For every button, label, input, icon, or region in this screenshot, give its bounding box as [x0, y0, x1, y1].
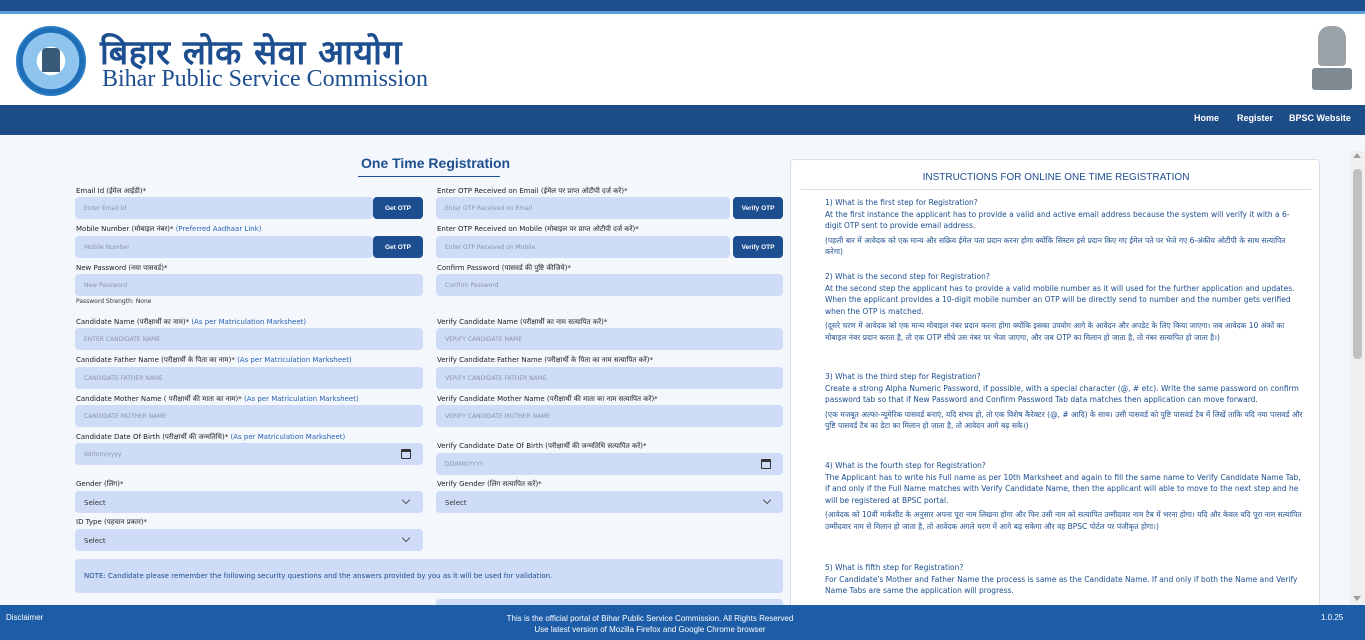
password-strength: Password Strength: None [76, 298, 152, 305]
footer-line-2: Use latest version of Mozilla Firefox and Google Chrome browser [534, 625, 766, 634]
form-title: One Time Registration [361, 155, 511, 171]
verify-father-name-input[interactable]: VERIFY CANDIDATE FATHER NAME [436, 367, 783, 389]
instruction-step-1: 1) What is the first step for Registration? At the first instance the applicant has to provide a valid and active email address because the system will verify it with a 6-digit OTP sent to provide email address. (पहली बार में आवेदक को एक मान्य और सक्रिय ईमेल पता प्रदान करना होगा क्योंकि सिस्टम इसे प्रदान किए गए ईमेल पते पर भेजे गए 6-अंकीय ओटीपी के साथ सत्यापित करेगा) [825, 198, 1290, 256]
instructions-title: INSTRUCTIONS FOR ONLINE ONE TIME REGISTRATION [922, 172, 1190, 183]
instruction-step-4: 4) What is the fourth step for Registration? The Applicant has to write his Full name as per 10th Marksheet and again to fill the same name to Verify Candidate Name Tab, if and only if the Full Name matches with Verify Candidate Name, then the applicant will able to move to the next step and he will be registered at BPSC portal. (आवेदक को 10वीं मार्कशीट के अनुसार अपना पूरा नाम लिखना होगा और फिर उसी नाम को सत्यापित उम्मीदवार नाम टैब में भरना होगा। यदि और केवल यदि पूरा नाम सत्यापित उम्मीदवार नाम से मिलान हो जाता है, तो आवेदक अगले चरण में आगे बढ़ सकेगा और वह BPSC पोर्टल पर पंजीकृत होगा।) [825, 461, 1302, 531]
id-type-select[interactable]: Select [75, 529, 423, 551]
mother-name-input[interactable]: CANDIDATE MOTHER NAME [75, 405, 423, 427]
brand-title-english: Bihar Public Service Commission [102, 66, 428, 92]
nav-register[interactable]: Register [1237, 113, 1274, 123]
scroll-thumb[interactable] [1353, 169, 1362, 359]
verify-mobile-otp-button[interactable]: Verify OTP [733, 236, 783, 258]
bpsc-seal-logo [16, 26, 86, 96]
father-name-input[interactable]: CANDIDATE FATHER NAME [75, 367, 423, 389]
confirm-password-label: Confirm Password (पासवर्ड की पुष्टि कीजिये)* [437, 264, 571, 272]
national-emblem-icon [1310, 26, 1354, 98]
verify-mother-name-input[interactable]: VERIFY CANDIDATE MOTHER NAME [436, 405, 783, 427]
get-otp-mobile-button[interactable]: Get OTP [373, 236, 423, 258]
verify-candidate-name-input[interactable]: VERIFY CANDIDATE NAME [436, 328, 783, 350]
brand-title-hindi: बिहार लोक सेवा आयोग [100, 33, 403, 73]
confirm-password-input[interactable]: Confirm Password [436, 274, 783, 296]
gender-select[interactable]: Select [75, 491, 423, 513]
page-scrollbar[interactable] [1350, 151, 1365, 605]
calendar-icon[interactable] [761, 459, 771, 469]
gender-label: Gender (लिंग)* [76, 480, 124, 488]
verify-dob-input[interactable]: DD/MM/YYYY [436, 453, 783, 475]
id-type-label: ID Type (पहचान प्रकार)* [76, 518, 148, 526]
dob-label: Candidate Date Of Birth (परीक्षार्थी की जन्मतिथि)* (As per Matriculation Marksheet) [76, 433, 346, 441]
disclaimer-link[interactable]: Disclaimer [6, 613, 44, 622]
verify-mother-name-label: Verify Candidate Mother Name (परीक्षार्थी की माता का नाम सत्यापित करें)* [437, 395, 658, 403]
title-underline [358, 176, 500, 177]
verify-email-otp-button[interactable]: Verify OTP [733, 197, 783, 219]
calendar-icon[interactable] [401, 449, 411, 459]
email-label: Email Id (ईमेल आईडी)* [76, 187, 147, 195]
verify-gender-label: Verify Gender (लिंग सत्यापित करें)* [437, 480, 542, 488]
site-header [0, 14, 1365, 105]
nav-home[interactable]: Home [1194, 113, 1220, 123]
mobile-otp-label: Enter OTP Received on Mobile (मोबाइल पर प्राप्त ओटीपी दर्ज करें)* [437, 225, 639, 233]
verify-dob-label: Verify Candidate Date Of Birth (परीक्षार्थी की जन्मतिथि सत्यापित करें)* [437, 442, 647, 450]
version-label: 1.0.25 [1321, 613, 1344, 622]
instruction-step-5: 5) What is fifth step for Registration? For Candidate's Mother and Father Name the process is same as the Candidate Name. If and only if both the Name and Verify Name Tabs are same the application will progress. [825, 563, 1298, 595]
divider [801, 189, 1311, 190]
footer-line-1: This is the official portal of Bihar Public Service Commission. All Rights Reserved [506, 614, 794, 623]
candidate-name-label: Candidate Name (परीक्षार्थी का नाम)* (As per Matriculation Marksheet) [76, 318, 307, 326]
scroll-up-arrow-icon[interactable] [1353, 153, 1361, 158]
mobile-label: Mobile Number (मोबाइल नंबर)* (Preferred Aadhaar Link) [76, 225, 262, 233]
email-otp-label: Enter OTP Received on Email (ईमेल पर प्राप्त ओटीपी दर्ज करें)* [437, 187, 628, 195]
top-navbar [0, 105, 1365, 135]
father-name-label: Candidate Father Name (परीक्षार्थी के पिता का नाम)* (As per Matriculation Marksheet) [76, 356, 352, 364]
new-password-label: New Password (नया पासवर्ड)* [76, 264, 168, 272]
candidate-name-input[interactable]: ENTER CANDIDATE NAME [75, 328, 423, 350]
email-otp-input[interactable]: Enter OTP Received on Email [436, 197, 730, 219]
new-password-input[interactable]: New Password [75, 274, 423, 296]
footer-text [400, 613, 900, 635]
top-strip [0, 0, 1365, 14]
instruction-step-2: 2) What is the second step for Registration? At the second step the applicant has to provide a valid mobile number as it will used for the further application and updates. When the applicant provides a 10-digit mobile number an OTP will be directly send to number and the number gets verified when the OTP is matched. (दूसरे चरण में आवेदक को एक मान्य मोबाइल नंबर प्रदान करना होगा क्योंकि इसका उपयोग आगे के आवेदन और अपडेट के लिए किया जाएगा। जब आवेदक 10 अंकों का मोबाइल नंबर प्रदान करता है, तो एक OTP सीधे उस नंबर पर भेजा जाएगा, और जब OTP का मिलान हो जाता है, तो नंबर सत्यापित हो जाता है।) [825, 272, 1295, 342]
site-footer [0, 605, 1365, 640]
mobile-input[interactable]: Mobile Number [75, 236, 373, 258]
verify-father-name-label: Verify Candidate Father Name (परीक्षार्थी के पिता का नाम सत्यापित करें)* [437, 356, 654, 364]
main-content [0, 135, 1350, 605]
get-otp-email-button[interactable]: Get OTP [373, 197, 423, 219]
dob-input[interactable]: dd/mm/yyyy [75, 443, 423, 465]
mother-name-label: Candidate Mother Name ( परीक्षार्थी की माता का नाम)* (As per Matriculation Marksheet) [76, 395, 359, 403]
verify-gender-select[interactable]: Select [436, 491, 783, 513]
nav-bpsc-website[interactable]: BPSC Website [1289, 113, 1351, 123]
instructions-panel [790, 159, 1320, 605]
instruction-step-3: 3) What is the third step for Registration? Create a strong Alpha Numeric Password, if possible, with a special character (@, # etc). Write the same password on confirm password tab so that if New Password and Confirm Password Tab data matches then application can move forward. (एक मजबूत अल्फा-न्यूमेरिक पासवर्ड बनाएं, यदि संभव हो, तो एक विशेष कैरेक्टर (@, # आदि) के साथ। उसी पासवर्ड को पुष्टि पासवर्ड टैब में लिखें ताकि यदि नया पासवर्ड और पुष्टि पासवर्ड टैब का डेटा का मिलान हो जाता है, तो आवेदन आगे बढ़ सके।) [825, 372, 1303, 430]
verify-candidate-name-label: Verify Candidate Name (परीक्षार्थी का नाम सत्यापित करें)* [437, 318, 608, 326]
email-input[interactable]: Enter Email Id [75, 197, 373, 219]
security-note: NOTE: Candidate please remember the following security questions and the answers provided by you as it will be used for validation. [75, 559, 783, 593]
scroll-down-arrow-icon[interactable] [1353, 596, 1361, 601]
mobile-otp-input[interactable]: Enter OTP Received on Mobile [436, 236, 730, 258]
